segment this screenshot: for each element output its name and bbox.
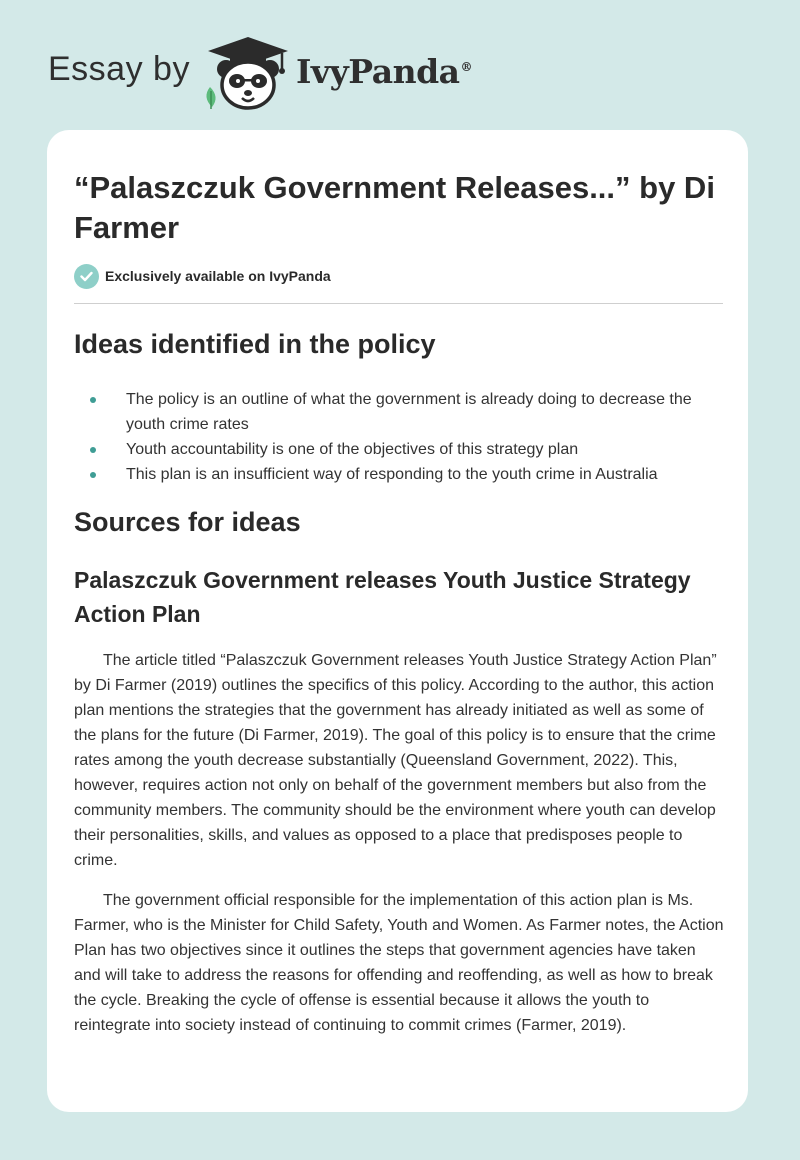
list-item-text: This plan is an insufficient way of responding to the youth crime in Australia [126, 466, 658, 483]
exclusive-label: Exclusively available on IvyPanda [105, 268, 331, 284]
bullet-icon [90, 397, 96, 403]
list-item-text: Youth accountability is one of the objectives of this strategy plan [126, 441, 579, 458]
title-divider [74, 303, 723, 304]
paragraph: The article titled “Palaszczuk Government releases Youth Justice Strategy Action Plan” by Di Farmer (2019) outlines the specifics of this policy. According to the author, this action plan mentions the strategies that the government has already initiated as well as some of the plans for the future (Di Farmer, 2019). The goal of this policy is to ensure that the crime rates among the youth decrease substantially (Queensland Government, 2022). This, however, requires action not only on behalf of the government members but also from the community members. The community should be the environment where youth can develop their personalities, skills, and values as opposed to a place that predisposes people to crime. [74, 652, 717, 869]
list-item [74, 437, 724, 462]
list-item-text: The policy is an outline of what the government is already doing to decrease the youth crime rates [126, 391, 692, 433]
exclusive-badge [74, 263, 331, 289]
essay-by-label: Essay by [48, 50, 190, 88]
bullet-icon [90, 447, 96, 453]
site-header [0, 0, 800, 130]
document-title: “Palaszczuk Government Releases...” by Di Farmer [74, 170, 715, 245]
sources-heading: Sources for ideas [74, 507, 301, 537]
ideas-list [74, 387, 724, 487]
check-icon [74, 264, 99, 289]
panda-graduate-logo-icon[interactable] [200, 35, 296, 111]
article-heading: Palaszczuk Government releases Youth Justice Strategy Action Plan [74, 567, 691, 627]
registered-mark: ® [460, 60, 473, 74]
bullet-icon [90, 472, 96, 478]
paragraph: The government official responsible for the implementation of this action plan is Ms. Farmer, who is the Minister for Child Safety, Youth and Women. As Farmer notes, the Action Plan has two objectives since it outlines the steps that government agencies have taken and will take to address the reasons for offending and reoffending, as well as how to break the cycle. Breaking the cycle of offense is essential because it allows the youth to reintegrate into society instead of continuing to commit crimes (Farmer, 2019). [74, 892, 724, 1034]
list-item [74, 462, 724, 487]
brand-name[interactable] [296, 52, 472, 91]
ideas-heading: Ideas identified in the policy [74, 329, 436, 359]
document-card [47, 130, 748, 1112]
brand-text: IvyPanda [296, 52, 460, 91]
list-item [74, 387, 724, 437]
